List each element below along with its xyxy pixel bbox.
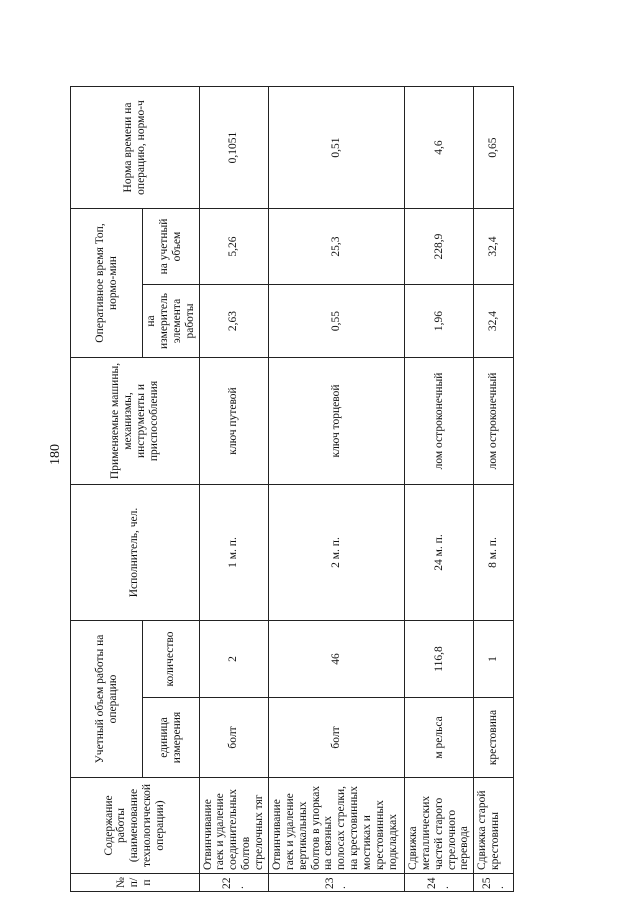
row-unit: крестовина: [474, 698, 514, 778]
row-unit: болт: [199, 698, 268, 778]
row-per-meter: 2,63: [199, 285, 268, 358]
operations-table: [70, 86, 514, 892]
table-row: [404, 87, 473, 892]
row-machines: ключ путевой: [199, 358, 268, 485]
row-machines: лом остроконечный: [474, 358, 514, 485]
header-unit: единица измерения: [143, 698, 200, 778]
row-norm: 0,51: [268, 87, 404, 209]
row-unit: болт: [268, 698, 404, 778]
row-executor: 2 м. п.: [268, 485, 404, 621]
row-norm: 0,1051: [199, 87, 268, 209]
table-header-row-1: [71, 87, 143, 892]
header-norm: Норма времени на операцию, нормо-ч: [71, 87, 200, 209]
row-num: 25.: [474, 874, 514, 892]
table-row: [474, 87, 514, 892]
row-machines: ключ торцевой: [268, 358, 404, 485]
row-per-meter: 1,96: [404, 285, 473, 358]
row-executor: 1 м. п.: [199, 485, 268, 621]
row-unit: м рельса: [404, 698, 473, 778]
rotated-table-wrapper: [70, 87, 506, 892]
row-executor: 24 м. п.: [404, 485, 473, 621]
page-number: 180: [48, 444, 63, 465]
header-content: Содержание работы (наименование технологической операции): [71, 778, 200, 874]
row-quantity: 2: [199, 621, 268, 698]
row-per-volume: 32,4: [474, 209, 514, 285]
table-row: [199, 87, 268, 892]
row-per-volume: 228,9: [404, 209, 473, 285]
row-per-volume: 5,26: [199, 209, 268, 285]
row-num: 22.: [199, 874, 268, 892]
row-content: Отвинчивание гаек и удаление соединительных болтов стрелочных тяг: [199, 778, 268, 874]
header-per-volume: на учетный объем: [143, 209, 200, 285]
row-quantity: 116,8: [404, 621, 473, 698]
row-quantity: 1: [474, 621, 514, 698]
row-content: Сдвижка металлических частей старого стрелочного перевода: [404, 778, 473, 874]
row-executor: 8 м. п.: [474, 485, 514, 621]
row-per-meter: 0,55: [268, 285, 404, 358]
header-volume-group: Учетный объем работы на операцию: [71, 621, 143, 778]
row-content: Отвинчивание гаек и удаление вертикальных болтов в упорках на связных полосах стрелки, на крестовинных мостиках и крестовинных подкладках: [268, 778, 404, 874]
header-num: № п/п: [71, 874, 200, 892]
header-executor: Исполнитель, чел.: [71, 485, 200, 621]
row-num: 23.: [268, 874, 404, 892]
row-num: 24.: [404, 874, 473, 892]
header-optime-group: Оперативное время Топ, нормо-мин: [71, 209, 143, 358]
row-norm: 4,6: [404, 87, 473, 209]
header-per-meter: на измеритель элемента работы: [143, 285, 200, 358]
row-per-volume: 25,3: [268, 209, 404, 285]
row-machines: лом остроконечный: [404, 358, 473, 485]
header-machines: Применяемые машины, механизмы, инструменты и приспособления: [71, 358, 200, 485]
row-quantity: 46: [268, 621, 404, 698]
table-row: [268, 87, 404, 892]
row-norm: 0,65: [474, 87, 514, 209]
row-per-meter: 32,4: [474, 285, 514, 358]
header-quantity: количество: [143, 621, 200, 698]
row-content: Сдвижка старой крестовины: [474, 778, 514, 874]
